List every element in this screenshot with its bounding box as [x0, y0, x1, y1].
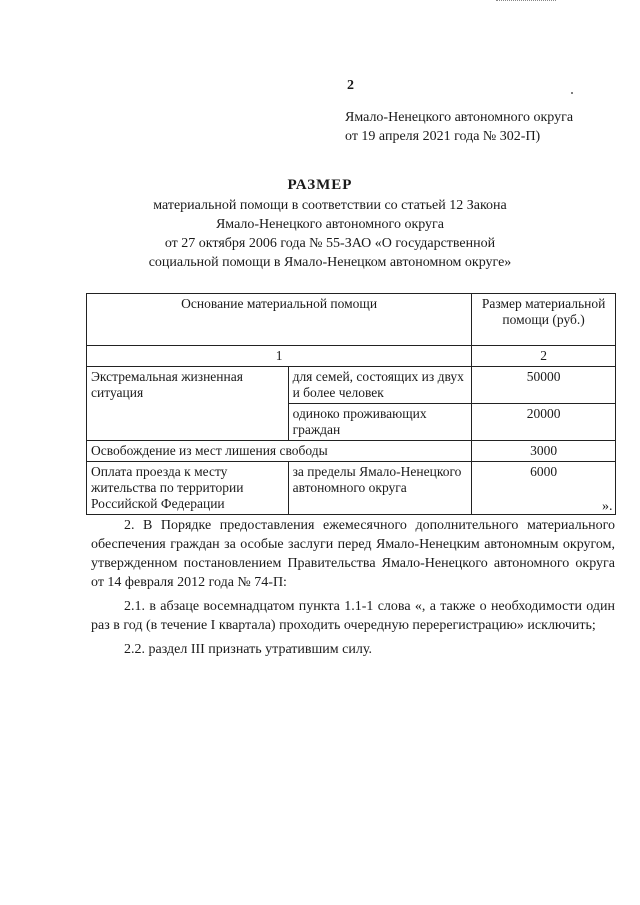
- row-amount: 20000: [472, 404, 616, 441]
- paragraph: 2. В Порядке предоставления ежемесячного дополнительного материального обеспечения граждан за особые заслуги перед Ямало-Ненецким автономным округом, утвержденном постановлением Правительства Ямало-Ненецкого автономного округа от 14 февраля 2012 года № 74-П:: [91, 518, 615, 590]
- row-sub-basis: за пределы Ямало-Ненецкого автономного округа: [288, 462, 472, 515]
- row-amount: 6000: [472, 462, 616, 515]
- header-reference-line-2: от 19 апреля 2021 года № 302-П): [345, 129, 541, 144]
- row-amount: 50000: [472, 367, 616, 404]
- subtitle-line: социальной помощи в Ямало-Ненецком автономном округе»: [148, 255, 512, 270]
- subtitle-line: Ямало-Ненецкого автономного округа: [215, 217, 445, 232]
- row-basis: Экстремальная жизненная ситуация: [87, 367, 289, 441]
- subtitle-line: материальной помощи в соответствии со статьей 12 Закона: [153, 198, 507, 213]
- header-amount: Размер материальной помощи (руб.): [472, 294, 616, 346]
- table-header-row: [87, 294, 616, 346]
- row-basis: Освобождение из мест лишения свободы: [87, 441, 472, 462]
- aid-amount-table: [86, 293, 616, 515]
- table-row: [87, 462, 616, 515]
- subtitle-line: от 27 октября 2006 года № 55-ЗАО «О государственной: [164, 236, 496, 251]
- scan-speck: [571, 92, 573, 94]
- row-sub-basis: для семей, состоящих из двух и более человек: [288, 367, 472, 404]
- document-subtitle: [100, 196, 560, 272]
- table-row: [87, 367, 616, 404]
- page-number: 2: [347, 78, 354, 93]
- column-number: 1: [87, 346, 472, 367]
- header-reference: [345, 108, 573, 146]
- row-amount: 3000: [472, 441, 616, 462]
- paragraph: 2.1. в абзаце восемнадцатом пункта 1.1-1 слова «, а также о необходимости один раз в год (в течение I квартала) проходить очередную перерегистрацию» исключить;: [91, 599, 615, 633]
- paragraph: 2.2. раздел III признать утратившим силу.: [124, 642, 372, 657]
- document-title: РАЗМЕР: [287, 177, 353, 193]
- header-reference-line-1: Ямало-Ненецкого автономного округа: [345, 110, 574, 125]
- scan-mark: [496, 0, 556, 4]
- closing-quote: ».: [602, 499, 613, 514]
- row-sub-basis: одиноко проживающих граждан: [288, 404, 472, 441]
- table-row: [87, 441, 616, 462]
- table-column-number-row: [87, 346, 616, 367]
- column-number: 2: [472, 346, 616, 367]
- row-basis: Оплата проезда к месту жительства по территории Российской Федерации: [87, 462, 289, 515]
- header-basis: Основание материальной помощи: [87, 294, 472, 346]
- body-text: [91, 516, 615, 664]
